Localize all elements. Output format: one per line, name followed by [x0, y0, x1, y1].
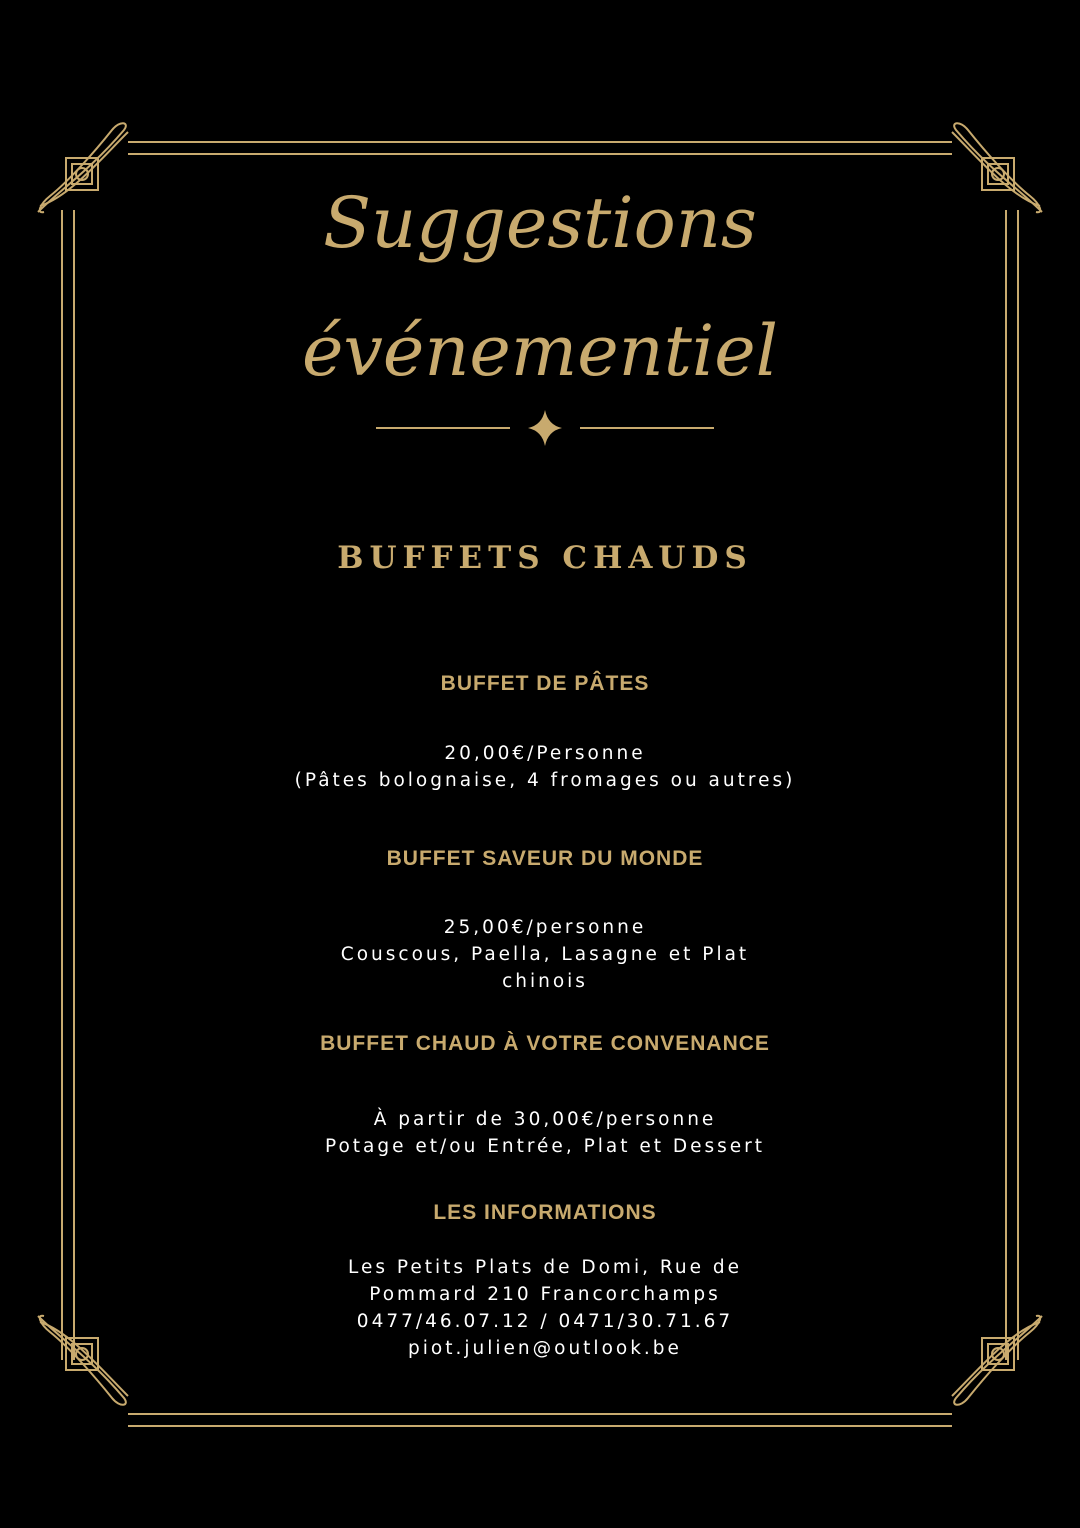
star-icon	[528, 410, 562, 446]
description-line: chinois	[502, 971, 588, 992]
page-title-line-1: Suggestions	[323, 182, 757, 264]
info-line: Les Petits Plats de Domi, Rue de	[348, 1257, 742, 1278]
description-line: Couscous, Paella, Lasagne et Plat	[340, 944, 750, 965]
title-divider	[376, 410, 714, 446]
description-line: Potage et/ou Entrée, Plat et Dessert	[324, 1136, 766, 1157]
buffet-description	[0, 914, 1080, 995]
email-address: piot.julien@outlook.be	[408, 1338, 682, 1359]
buffet-heading: BUFFET SAVEUR DU MONDE	[386, 847, 704, 870]
section-title: BUFFETS CHAUDS	[337, 540, 753, 576]
info-line: Pommard 210 Francorchamps	[369, 1284, 721, 1305]
description-line: 20,00€/Personne	[444, 743, 646, 764]
buffet-heading: BUFFET CHAUD À VOTRE CONVENANCE	[320, 1032, 770, 1055]
description-line: (Pâtes bolognaise, 4 fromages ou autres)	[294, 770, 796, 791]
description-line: 25,00€/personne	[443, 917, 647, 938]
info-heading: LES INFORMATIONS	[433, 1201, 657, 1224]
phone-numbers: 0477/46.07.12 / 0471/30.71.67	[356, 1311, 734, 1332]
buffet-description	[0, 740, 1080, 794]
page-title-line-2: événementiel	[301, 310, 779, 392]
buffet-heading: BUFFET DE PÂTES	[440, 672, 650, 695]
buffet-description	[0, 1106, 1080, 1160]
info-details	[0, 1254, 1080, 1362]
description-line: À partir de 30,00€/personne	[373, 1109, 717, 1130]
